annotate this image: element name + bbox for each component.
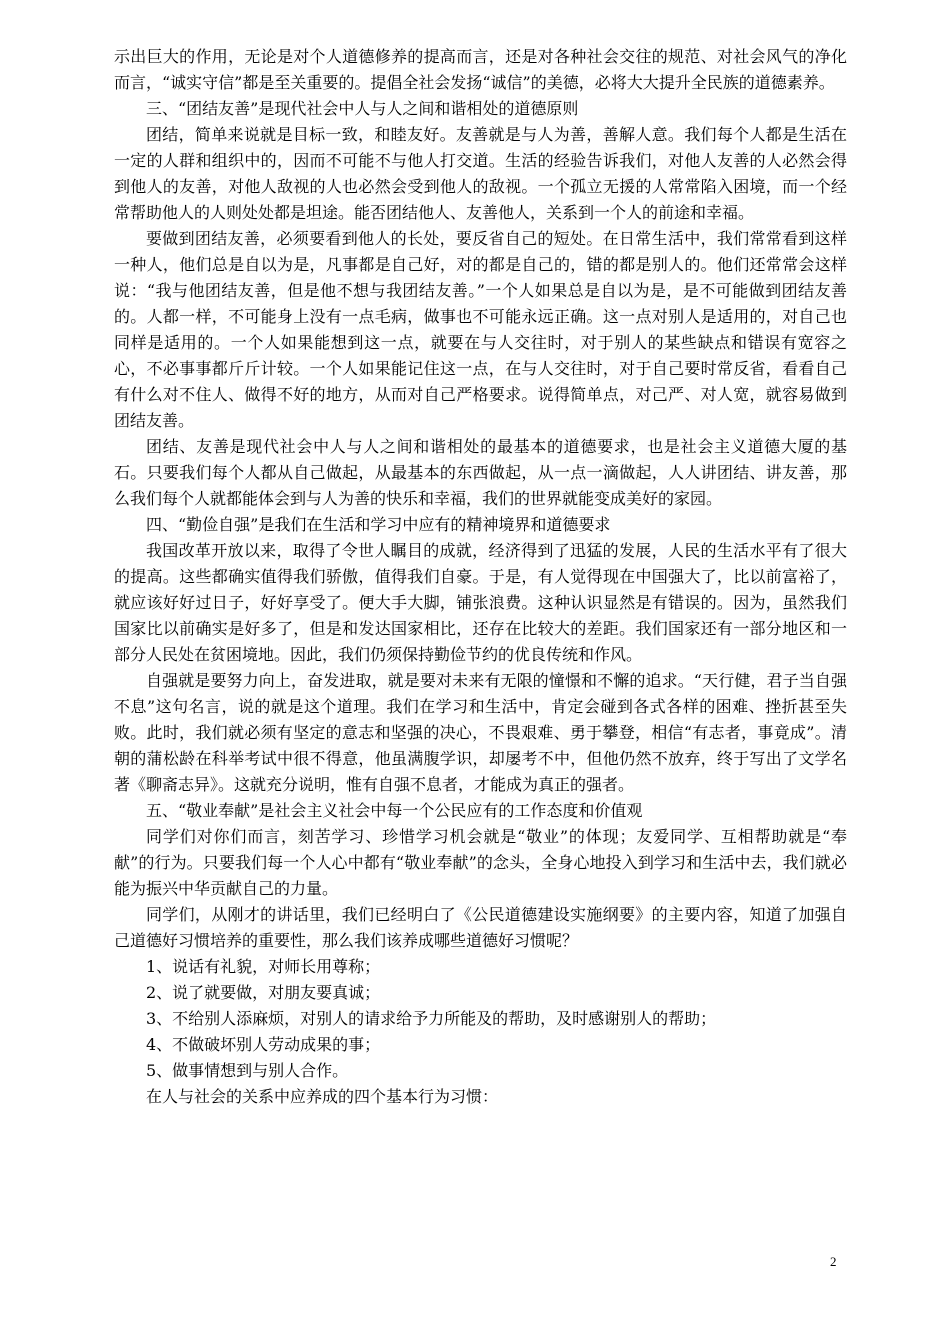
page-number: 2 <box>830 1254 837 1269</box>
paragraph: 同学们，从刚才的讲话里，我们已经明白了《公民道德建设实施纲要》的主要内容，知道了加强自己道德好习惯培养的重要性，那么我们该养成哪些道德好习惯呢？ <box>114 905 847 950</box>
paragraph: 在人与社会的关系中应养成的四个基本行为习惯： <box>146 1087 499 1106</box>
document-body <box>114 44 847 1110</box>
paragraph: 同学们对你们而言，刻苦学习、珍惜学习机会就是“敬业”的体现；友爱同学、互相帮助就是“奉献”的行为。只要我们每一个人心中都有“敬业奉献”的念头，全身心地投入到学习和生活中去，我们就必能为振兴中华贡献自己的力量。 <box>114 827 847 898</box>
list-item: 3、不给别人添麻烦，对别人的请求给予力所能及的帮助，及时感谢别人的帮助； <box>146 1009 717 1028</box>
list-item: 4、不做破坏别人劳动成果的事； <box>146 1035 381 1054</box>
list-item: 5、做事情想到与别人合作。 <box>146 1061 349 1080</box>
paragraph-continuation: 示出巨大的作用，无论是对个人道德修养的提高而言，还是对各种社会交往的规范、对社会风气的净化而言，“诚实守信”都是至关重要的。提倡全社会发扬“诚信”的美德，必将大大提升全民族的道德素养。 <box>114 47 847 92</box>
list-item: 1、说话有礼貌，对师长用尊称； <box>146 957 381 976</box>
paragraph: 自强就是要努力向上，奋发进取，就是要对未来有无限的憧憬和不懈的追求。“天行健，君子当自强不息”这句名言，说的就是这个道理。我们在学习和生活中，肯定会碰到各式各样的困难、挫折甚至失败。此时，我们就必须有坚定的意志和坚强的决心，不畏艰难、勇于攀登，相信“有志者，事竟成”。清朝的蒲松龄在科举考试中很不得意，他虽满腹学识，却屡考不中，但他仍然不放弃，终于写出了文学名著《聊斋志异》。这就充分说明，惟有自强不息者，才能成为真正的强者。 <box>114 671 847 794</box>
list-item: 2、说了就要做，对朋友要真诚； <box>146 983 381 1002</box>
section-heading-3: 三、“团结友善”是现代社会中人与人之间和谐相处的道德原则 <box>146 99 579 118</box>
paragraph: 团结、友善是现代社会中人与人之间和谐相处的最基本的道德要求，也是社会主义道德大厦的基石。只要我们每个人都从自己做起，从最基本的东西做起，从一点一滴做起，人人讲团结、讲友善，那么我们每个人就都能体会到与人为善的快乐和幸福，我们的世界就能变成美好的家园。 <box>114 437 847 508</box>
section-heading-4: 四、“勤俭自强”是我们在生活和学习中应有的精神境界和道德要求 <box>146 515 611 534</box>
paragraph: 要做到团结友善，必须要看到他人的长处，要反省自己的短处。在日常生活中，我们常常看到这样一种人，他们总是自以为是，凡事都是自己好，对的都是自己的，错的都是别人的。他们还常常会这样说：“我与他团结友善，但是他不想与我团结友善。”一个人如果总是自以为是，是不可能做到团结友善的。人都一样，不可能身上没有一点毛病，做事也不可能永远正确。这一点对别人是适用的，对自己也同样是适用的。一个人如果能想到这一点，就要在与人交往时，对于别人的某些缺点和错误有宽容之心，不必事事都斤斤计较。一个人如果能记住这一点，在与人交往时，对于自己要时常反省，看看自己有什么对不住人、做得不好的地方，从而对自己严格要求。说得简单点，对己严、对人宽，就容易做到团结友善。 <box>114 229 847 430</box>
paragraph: 我国改革开放以来，取得了令世人瞩目的成就，经济得到了迅猛的发展，人民的生活水平有了很大的提高。这些都确实值得我们骄傲，值得我们自豪。于是，有人觉得现在中国强大了，比以前富裕了，就应该好好过日子，好好享受了。便大手大脚，铺张浪费。这种认识显然是有错误的。因为，虽然我们国家比以前确实是好多了，但是和发达国家相比，还存在比较大的差距。我们国家还有一部分地区和一部分人民处在贫困境地。因此，我们仍须保持勤俭节约的优良传统和作风。 <box>114 541 847 664</box>
section-heading-5: 五、“敬业奉献”是社会主义社会中每一个公民应有的工作态度和价值观 <box>146 801 643 820</box>
paragraph: 团结，简单来说就是目标一致，和睦友好。友善就是与人为善，善解人意。我们每个人都是生活在一定的人群和组织中的，因而不可能不与他人打交道。生活的经验告诉我们，对他人友善的人必然会得到他人的友善，对他人敌视的人也必然会受到他人的敌视。一个孤立无援的人常常陷入困境，而一个经常帮助他人的人则处处都是坦途。能否团结他人、友善他人，关系到一个人的前途和幸福。 <box>114 125 847 222</box>
